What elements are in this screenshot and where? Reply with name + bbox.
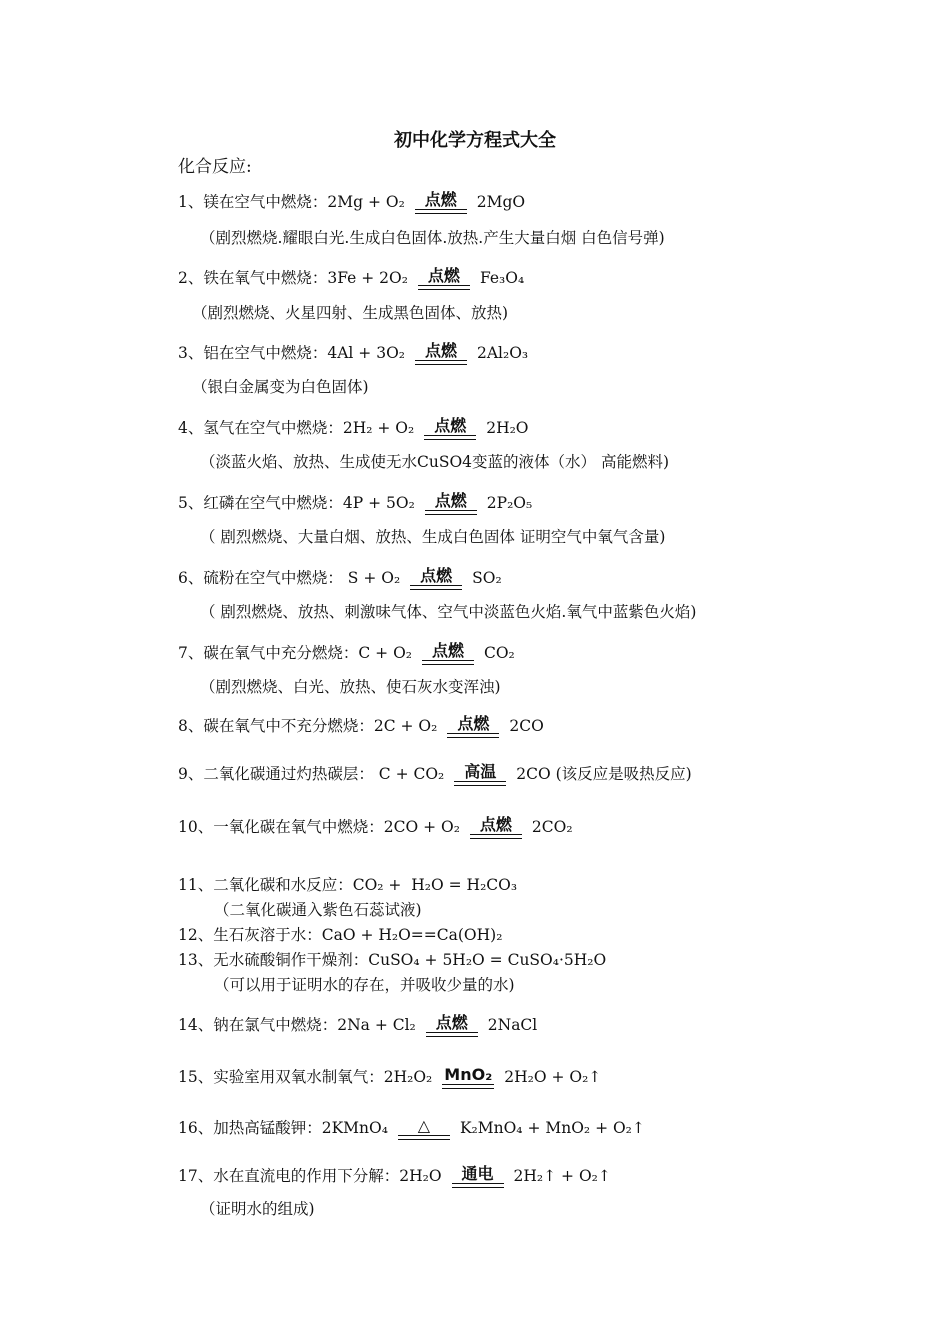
equals-bar-icon bbox=[410, 585, 462, 590]
reaction-condition bbox=[410, 568, 462, 590]
equation-products: 2Al₂O₃ bbox=[477, 344, 529, 362]
reaction-condition bbox=[452, 1166, 504, 1188]
equals-bar-icon bbox=[398, 1135, 450, 1140]
equals-bar-icon bbox=[415, 209, 467, 214]
equation-products: 2H₂O + O₂↑ bbox=[504, 1068, 602, 1086]
reaction-note: （淡蓝火焰、放热、生成使无水CuSO4变蓝的液体（水） 高能燃料) bbox=[200, 453, 670, 471]
equation-products: Fe₃O₄ bbox=[479, 269, 525, 287]
condition-label: 点燃 bbox=[435, 1013, 468, 1032]
equation-line bbox=[178, 491, 532, 517]
equals-bar-icon bbox=[426, 1032, 478, 1037]
equals-bar-icon bbox=[454, 781, 506, 786]
reaction-note: （二氧化碳通入紫色石蕊试液) bbox=[214, 901, 422, 919]
equation-products: 2NaCl bbox=[487, 1016, 538, 1034]
equation-reactants: 17、水在直流电的作用下分解：2H₂O bbox=[178, 1167, 442, 1185]
reaction-note: （剧烈燃烧.耀眼白光.生成白色固体.放热.产生大量白烟 白色信号弹) bbox=[200, 229, 665, 247]
reaction-note: （证明水的组成) bbox=[200, 1200, 315, 1218]
heat-triangle-icon: △ bbox=[417, 1116, 431, 1135]
equation-line bbox=[178, 1013, 537, 1039]
reaction-condition bbox=[426, 1015, 478, 1037]
reaction-condition bbox=[398, 1118, 450, 1140]
condition-label: 点燃 bbox=[424, 341, 457, 360]
equation-products: 2MgO bbox=[476, 193, 526, 211]
reaction-condition bbox=[442, 1067, 494, 1089]
reaction-note: （ 剧烈燃烧、大量白烟、放热、生成白色固体 证明空气中氧气含量) bbox=[200, 528, 666, 546]
equation-line bbox=[178, 1116, 645, 1142]
condition-label: 通电 bbox=[461, 1164, 494, 1183]
equation-line bbox=[178, 341, 528, 367]
equation-products: K₂MnO₄ + MnO₂ + O₂↑ bbox=[459, 1119, 645, 1137]
equation-products: 2H₂O bbox=[486, 419, 529, 437]
equation-products: CO₂ bbox=[483, 644, 515, 662]
reaction-condition bbox=[454, 764, 506, 786]
equation-reactants: 8、碳在氧气中不充分燃烧：2C + O₂ bbox=[178, 717, 438, 735]
reaction-condition bbox=[470, 817, 522, 839]
reaction-condition bbox=[424, 418, 476, 440]
reaction-condition bbox=[418, 268, 470, 290]
reaction-note: （银白金属变为白色固体) bbox=[192, 378, 369, 396]
equation-line bbox=[178, 873, 517, 895]
equation-reactants: 3、铝在空气中燃烧：4Al + 3O₂ bbox=[178, 344, 405, 362]
reaction-condition bbox=[415, 343, 467, 365]
section-heading: 化合反应: bbox=[178, 157, 252, 177]
equation-reactants: 5、红磷在空气中燃烧：4P + 5O₂ bbox=[178, 494, 415, 512]
reaction-note: （ 剧烈燃烧、放热、刺激味气体、空气中淡蓝色火焰.氧气中蓝紫色火焰) bbox=[200, 603, 697, 621]
condition-label: 点燃 bbox=[424, 190, 457, 209]
reaction-note: （可以用于证明水的存在，并吸收少量的水) bbox=[214, 976, 515, 994]
equation-line bbox=[178, 1164, 611, 1190]
reaction-condition bbox=[425, 493, 477, 515]
condition-label: MnO₂ bbox=[444, 1065, 493, 1084]
reaction-note: （剧烈燃烧、火星四射、生成黑色固体、放热) bbox=[192, 304, 509, 322]
equation-reactants: 10、一氧化碳在氧气中燃烧：2CO + O₂ bbox=[178, 818, 460, 836]
equation-line bbox=[178, 815, 573, 841]
equals-bar-icon bbox=[470, 834, 522, 839]
condition-label: 点燃 bbox=[434, 491, 467, 510]
equals-bar-icon bbox=[422, 660, 474, 665]
equation-reactants: 1、镁在空气中燃烧：2Mg + O₂ bbox=[178, 193, 405, 211]
equation-products: 2CO₂ bbox=[531, 818, 573, 836]
condition-label: 点燃 bbox=[420, 566, 453, 585]
equation-products: 2P₂O₅ bbox=[486, 494, 533, 512]
equation-line bbox=[178, 416, 529, 442]
equation-line bbox=[178, 266, 524, 292]
equation-reactants: 2、铁在氧气中燃烧：3Fe + 2O₂ bbox=[178, 269, 408, 287]
condition-label: 点燃 bbox=[427, 266, 460, 285]
equation-line bbox=[178, 641, 515, 667]
equals-bar-icon bbox=[418, 285, 470, 290]
equation-reactants: 16、加热高锰酸钾：2KMnO₄ bbox=[178, 1119, 388, 1137]
equation-reactants: 4、氢气在空气中燃烧：2H₂ + O₂ bbox=[178, 419, 415, 437]
equation-reactants: 7、碳在氧气中充分燃烧：C + O₂ bbox=[178, 644, 412, 662]
equation-products: 2CO bbox=[509, 717, 544, 735]
equation-products: 2H₂↑ + O₂↑ bbox=[513, 1167, 611, 1185]
equals-bar-icon bbox=[452, 1183, 504, 1188]
equation-line bbox=[178, 923, 502, 945]
equation-line bbox=[178, 714, 544, 740]
condition-label: 高温 bbox=[464, 762, 497, 781]
equals-bar-icon bbox=[442, 1084, 494, 1089]
equation-reactants: 14、钠在氯气中燃烧：2Na + Cl₂ bbox=[178, 1016, 416, 1034]
equation-reactants: 15、实验室用双氧水制氧气：2H₂O₂ bbox=[178, 1068, 433, 1086]
condition-label: 点燃 bbox=[431, 641, 464, 660]
equation-line bbox=[178, 762, 692, 788]
equals-bar-icon bbox=[425, 510, 477, 515]
equation-products: SO₂ bbox=[472, 569, 502, 587]
condition-label: 点燃 bbox=[479, 815, 512, 834]
equation-products: 2CO (该反应是吸热反应) bbox=[516, 765, 692, 783]
equation-text: 12、生石灰溶于水：CaO + H₂O==Ca(OH)₂ bbox=[178, 926, 503, 944]
equation-line bbox=[178, 948, 606, 970]
reaction-note: （剧烈燃烧、白光、放热、使石灰水变浑浊) bbox=[200, 678, 501, 696]
condition-label: 点燃 bbox=[434, 416, 467, 435]
equals-bar-icon bbox=[415, 360, 467, 365]
reaction-condition bbox=[415, 192, 467, 214]
equation-reactants: 6、硫粉在空气中燃烧： S + O₂ bbox=[178, 569, 401, 587]
equals-bar-icon bbox=[424, 435, 476, 440]
equation-reactants: 9、二氧化碳通过灼热碳层： C + CO₂ bbox=[178, 765, 445, 783]
reaction-condition bbox=[447, 716, 499, 738]
equals-bar-icon bbox=[447, 733, 499, 738]
equation-text: 13、无水硫酸铜作干燥剂：CuSO₄ + 5H₂O = CuSO₄·5H₂O bbox=[178, 951, 607, 969]
equation-text: 11、二氧化碳和水反应：CO₂ + H₂O = H₂CO₃ bbox=[178, 876, 518, 894]
reaction-condition bbox=[422, 643, 474, 665]
page-title: 初中化学方程式大全 bbox=[394, 130, 556, 151]
equation-line bbox=[178, 566, 502, 592]
equation-line bbox=[178, 190, 525, 216]
condition-label: 点燃 bbox=[457, 714, 490, 733]
equation-line bbox=[178, 1065, 601, 1091]
